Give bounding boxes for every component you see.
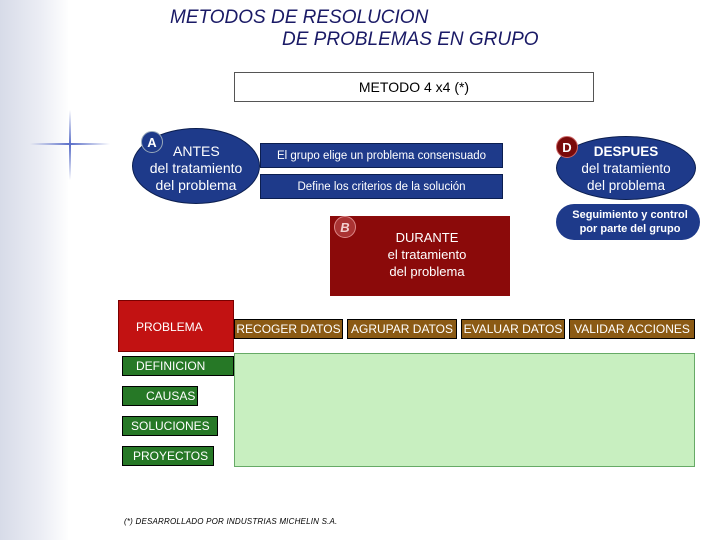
stage-a-step-2: Define los criterios de la solución	[260, 174, 503, 199]
stage-a-line3: del problema	[155, 177, 237, 193]
sparkle-decoration-v	[69, 110, 71, 180]
stage-d-line1: DESPUES	[593, 144, 659, 159]
stage-b-box	[330, 216, 510, 296]
stage-d-note	[560, 208, 700, 236]
problem-label: PROBLEMA	[136, 320, 203, 334]
stage-b-line2: el tratamiento	[387, 247, 467, 262]
page-title	[170, 7, 539, 51]
sidebar-line	[68, 0, 69, 540]
stage-b-line3: del problema	[389, 264, 465, 279]
stage-b-badge: B	[334, 216, 356, 238]
stage-a-badge: A	[141, 131, 163, 153]
stage-a-line2: del tratamiento	[149, 160, 243, 176]
stage-a-step-1: El grupo elige un problema consensuado	[260, 143, 503, 168]
phase-agrupar-datos: AGRUPAR DATOS	[347, 319, 457, 339]
matrix-area	[234, 353, 695, 467]
row-soluciones: SOLUCIONES	[122, 416, 218, 436]
stage-d-badge: D	[556, 136, 578, 158]
stage-b-line1: DURANTE	[395, 230, 459, 245]
row-causas: CAUSAS	[122, 386, 198, 406]
row-definicion: DEFINICION	[122, 356, 234, 376]
row-proyectos: PROYECTOS	[122, 446, 214, 466]
method-label: METODO 4 x4 (*)	[358, 79, 470, 95]
problem-box	[118, 300, 234, 352]
title-line-2: DE PROBLEMAS EN GRUPO	[282, 29, 539, 50]
stage-d-note-line1: Seguimiento y control	[572, 209, 688, 221]
stage-a-line1: ANTES	[173, 143, 220, 159]
stage-d-line2: del tratamiento	[581, 161, 671, 176]
stage-d-note-line2: por parte del grupo	[579, 223, 681, 235]
footnote: (*) DESARROLLADO POR INDUSTRIAS MICHELIN S.A.	[124, 517, 338, 526]
stage-d-line3: del problema	[586, 178, 666, 193]
phase-evaluar-datos: EVALUAR DATOS	[461, 319, 565, 339]
phase-recoger-datos: RECOGER DATOS	[234, 319, 343, 339]
title-line-1: METODOS DE RESOLUCION	[170, 7, 429, 28]
method-label-box	[234, 72, 594, 102]
phase-validar-acciones: VALIDAR ACCIONES	[569, 319, 695, 339]
